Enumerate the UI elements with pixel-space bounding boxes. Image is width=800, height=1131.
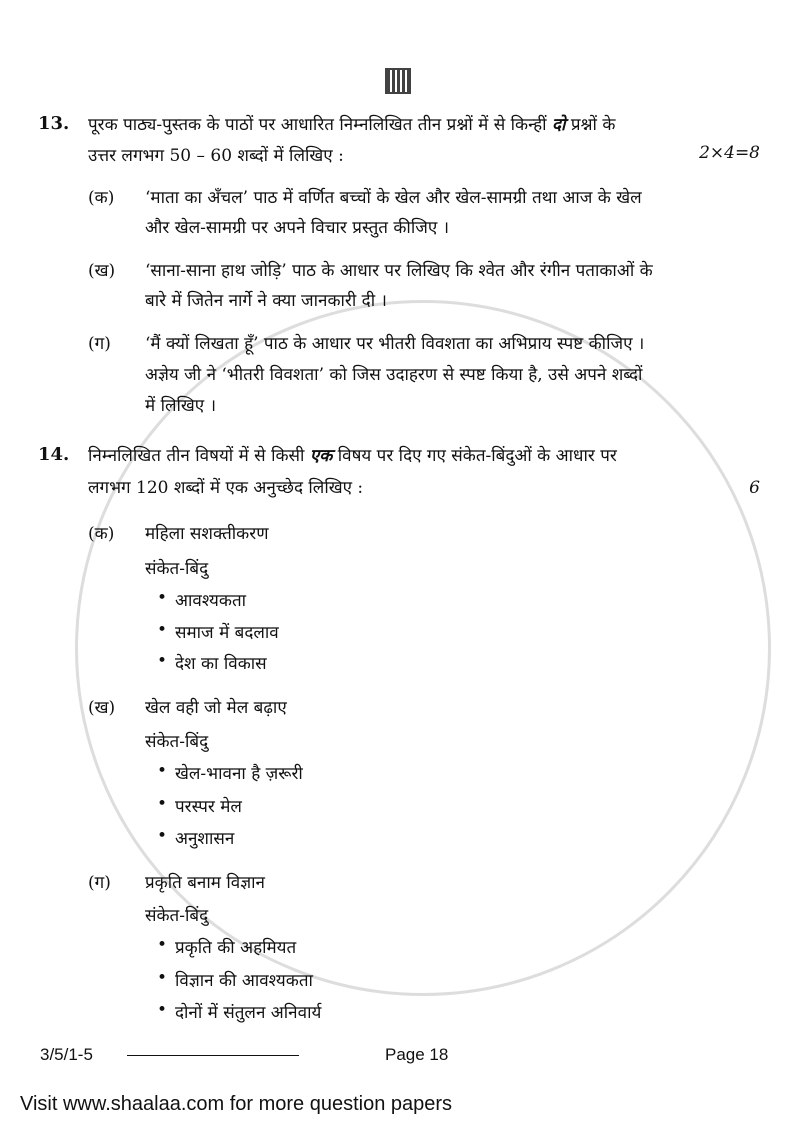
footer-divider (127, 1055, 299, 1056)
hint-point: • देश का विकास (175, 651, 267, 674)
part-text: ‘माता का अँचल’ पाठ में वर्णित बच्चों के खेल और खेल-सामग्री तथा आज के खेल (145, 188, 642, 208)
text: विषय पर दिए गए संकेत-बिंदुओं के आधार पर (337, 446, 617, 466)
part-text: ‘मैं क्यों लिखता हूँ’ पाठ के आधार पर भीतरी विवशता का अभिप्राय स्पष्ट कीजिए । (145, 334, 645, 354)
part-text: अज्ञेय जी ने ‘भीतरी विवशता’ को जिस उदाहरण से स्पष्ट किया है, उसे अपने शब्दों (145, 365, 643, 385)
topic-label: (ग) (88, 873, 111, 893)
hint-label: संकेत-बिंदु (145, 732, 209, 752)
page-number: Page 18 (385, 1045, 449, 1064)
question-text: लगभग 120 शब्दों में एक अनुच्छेद लिखिए : (88, 478, 364, 498)
emphasis: दो (552, 115, 566, 135)
topic-title: खेल वही जो मेल बढ़ाए (145, 698, 287, 718)
topic-label: (क) (88, 524, 115, 544)
part-label: (ग) (88, 334, 111, 354)
paper-code: 3/5/1-5 (40, 1045, 93, 1064)
emphasis: एक (309, 446, 333, 466)
visit-link[interactable]: Visit www.shaalaa.com for more question papers (20, 1093, 453, 1115)
part-text: बारे में जितेन नार्गे ने क्या जानकारी दी । (145, 291, 387, 311)
topic-label: (ख) (88, 698, 116, 718)
topic-title: प्रकृति बनाम विज्ञान (145, 873, 265, 893)
marks: 6 (749, 478, 760, 498)
hint-point: • खेल-भावना है ज़रूरी (175, 761, 303, 784)
part-label: (क) (88, 188, 115, 208)
part-text: ‘साना-साना हाथ जोड़ि’ पाठ के आधार पर लिखिए कि श्वेत और रंगीन पताकाओं के (145, 261, 653, 281)
hint-point: • आवश्यकता (175, 588, 246, 611)
question-number: 14. (38, 444, 70, 465)
question-text (88, 112, 615, 135)
part-label: (ख) (88, 261, 116, 281)
hint-point: • अनुशासन (175, 826, 234, 849)
part-text: में लिखिए । (145, 396, 217, 416)
hint-point: • दोनों में संतुलन अनिवार्य (175, 1000, 321, 1023)
question-text (88, 443, 617, 466)
question-text: उत्तर लगभग 50 – 60 शब्दों में लिखिए : (88, 146, 344, 166)
hint-label: संकेत-बिंदु (145, 906, 209, 926)
hint-label: संकेत-बिंदु (145, 559, 209, 579)
hint-point: • समाज में बदलाव (175, 620, 279, 643)
marks: 2×4=8 (699, 143, 760, 163)
topic-title: महिला सशक्तीकरण (145, 524, 269, 544)
hint-point: • प्रकृति की अहमियत (175, 935, 296, 958)
text: पूरक पाठ्य-पुस्तक के पाठों पर आधारित निम्नलिखित तीन प्रश्नों में से किन्हीं (88, 115, 547, 135)
question-number: 13. (38, 113, 70, 134)
part-text: और खेल-सामग्री पर अपने विचार प्रस्तुत कीजिए । (145, 218, 450, 238)
hint-point: • विज्ञान की आवश्यकता (175, 968, 313, 991)
text: निम्नलिखित तीन विषयों में से किसी (88, 446, 305, 466)
qr-code-icon (385, 68, 411, 94)
text: प्रश्नों के (570, 115, 616, 135)
hint-point: • परस्पर मेल (175, 794, 242, 817)
